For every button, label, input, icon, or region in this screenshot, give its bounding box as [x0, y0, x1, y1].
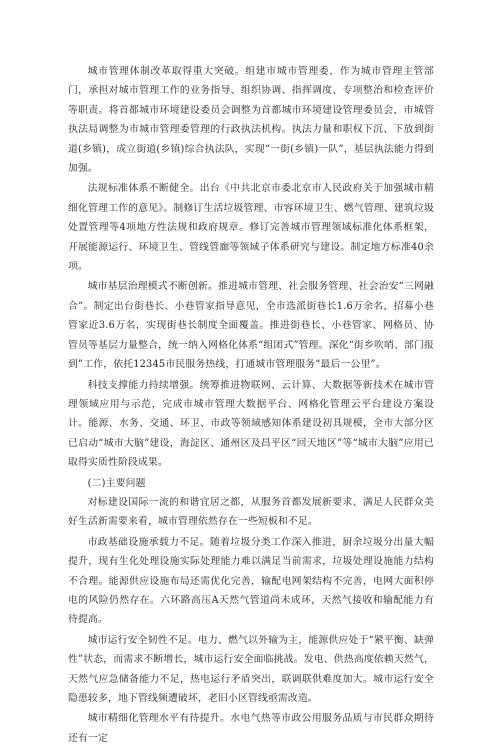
paragraph-regulations-standards: 法规标准体系不断健全。出台《中共北京市委北京市人民政府关于加强城市精细化管理工作的意见》。制修订生活垃圾管理、市容环境卫生、燃气管理、建筑垃圾处置管理等4项地方性法规和政府规章。修订完善城市管理领域标准化体系框架，开展能源运行、环境卫生、管线管廊等领域子体系研究与建设。制定地方标准40余项。 — [68, 183, 434, 273]
paragraph-technology-support: 科技支撑能力持续增强。统筹推进物联网、云计算、大数据等新技术在城市管理领域应用与示范，完成市城市管理大数据平台、网格化管理云平台建设方案设计。能源、水务、交通、环卫、市政等领域感知体系建设初具规模，全市大部分区已启动“城市大脑”建设，海淀区、通州区及昌平区“回天地区”等“城市大脑”应用已取得实质性阶段成果。 — [68, 379, 434, 469]
paragraph-institutional-reform: 城市管理体制改革取得重大突破。组建市城市管理委，作为城市管理主管部门，承担对城市管理工作的业务指导、组织协调、指挥调度、专项整治和检查评价等职责。将首都城市环境建设委员会调整为首都城市环境建设管理委员会，市城管执法局调整为市城市管理委管理的行政执法机构。执法力量和职权下沉、下放到街道(乡镇)，成立街道(乡镇)综合执法队，实现“一街(乡镇)一队”，基层执法能力得到加强。 — [68, 66, 434, 175]
paragraph-grassroots-governance: 城市基层治理模式不断创新。推进城市管理、社会服务管理、社会治安“三网融合”。制定出台街巷长、小巷管家指导意见，全市选派街巷长1.6万余名，招募小巷管家近3.6万名，实现街巷长制度全面覆盖。推进街巷长、小巷管家、网格员、协管员等基层力量整合，统一纳入网格化体系“组团式”管理。深化“街乡吹哨、部门报到”工作，依托12345市民服务热线，打通城市管理服务“最后一公里”。 — [68, 281, 434, 371]
section-heading-main-problems: (二)主要问题 — [87, 477, 146, 489]
paragraph-operation-resilience: 城市运行安全韧性不足。电力、燃气以外输为主，能源供应处于“紧平衡、缺弹性”状态，而需求不断增长，城市运行安全面临挑战。发电、供热高度依赖天然气，天然气应急储备能力不足，热电运行矛盾突出，联调联供难度加大。城市运行安全隐患较多，地下管线频遭破坏，老旧小区管线亟需改造。 — [68, 634, 434, 704]
paragraph-problems-intro: 对标建设国际一流的和谐宜居之都，从服务首都发展新要求、满足人民群众美好生活新需要来看，城市管理依然存在一些短板和不足。 — [68, 496, 434, 528]
paragraph-infrastructure-capacity: 市政基础设施承载力不足。随着垃圾分类工作深入推进，厨余垃圾分出量大幅提升，现有生化处理设施实际处理能力难以满足当前需求，垃圾处理设施能力结构不合理。能源供应设施布局还需优化完善，输配电网架结构不完善，电网大面积停电的风险仍然存在。六环路高压A天然气管道尚未成环，天然气接收和输配能力有待提高。 — [68, 536, 434, 626]
paragraph-refined-management: 城市精细化管理水平有待提升。水电气热等市政公用服务品质与市民群众期待还有一定 — [68, 713, 434, 744]
